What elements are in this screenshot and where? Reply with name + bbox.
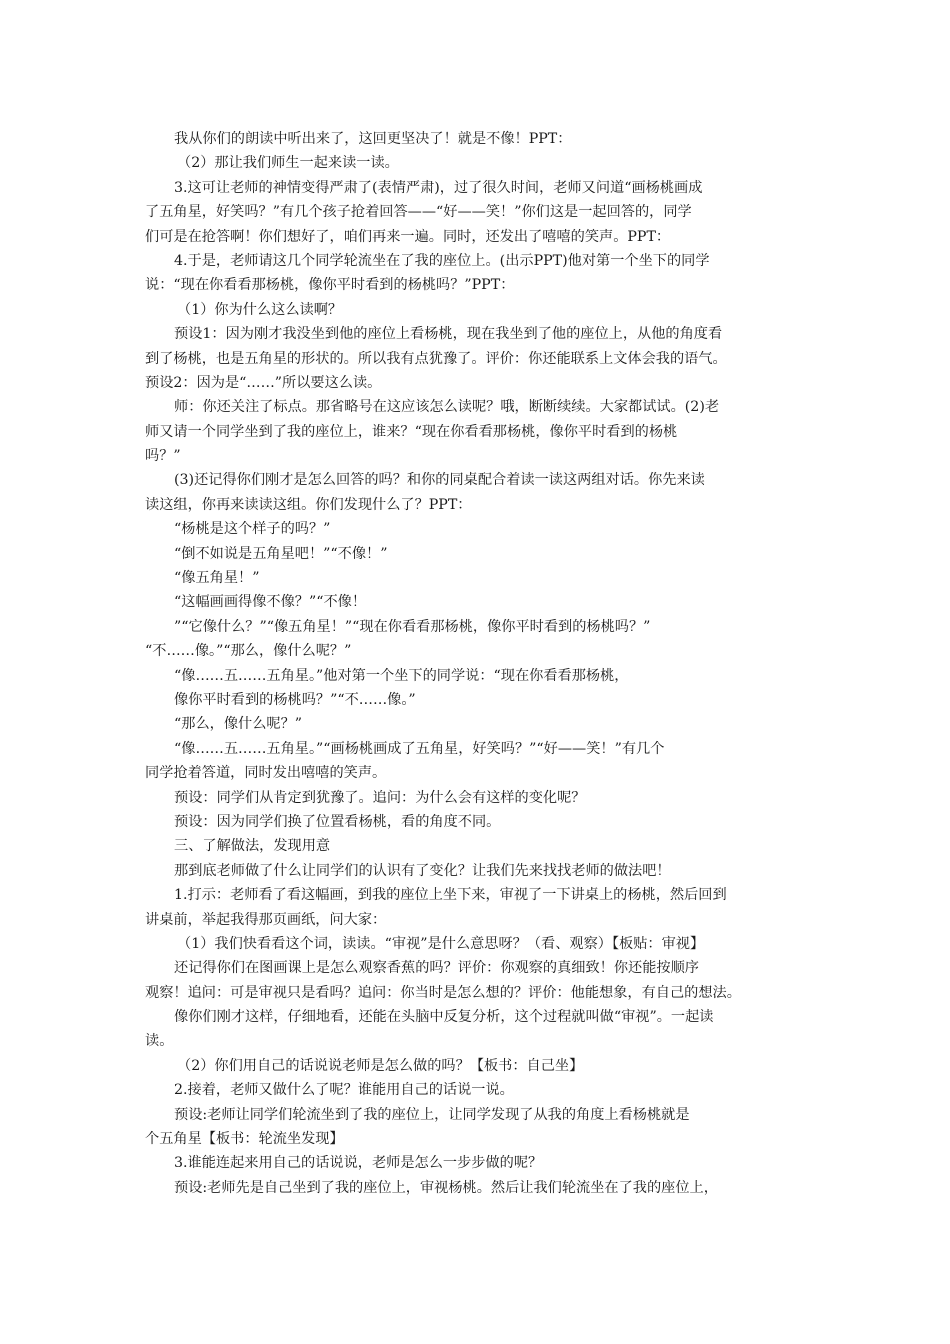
text-line: 3.谁能连起来用自己的话说说，老师是怎么一步步做的呢？ (174, 1155, 543, 1172)
text-line: 还记得你们在图画课上是怎么观察香蕉的吗？评价：你观察的真细致！你还能按顺序 (174, 960, 699, 977)
text-line: “不……像。”“那么，像什么呢？” (145, 643, 352, 660)
text-line: “像五角星！” (174, 570, 260, 587)
text-line: 讲桌前，举起我得那页画纸，问大家： (145, 911, 387, 928)
text-line: “杨桃是这个样子的吗？” (174, 521, 331, 538)
text-line: （2）那让我们师生一起来读一读。 (177, 155, 399, 172)
text-line: 同学抢着答道，同时发出嘻嘻的笑声。 (145, 765, 387, 782)
text-line: 预设：因为同学们换了位置看杨桃，看的角度不同。 (174, 813, 501, 830)
text-line: 读。 (145, 1033, 174, 1050)
text-line: 说：“现在你看看那杨桃，像你平时看到的杨桃吗？”PPT： (145, 277, 515, 294)
text-line: “这幅画画得像不像？”“不像！ (174, 594, 367, 611)
text-line: 1.打示：老师看了看这幅画，到我的座位上坐下来，审视了一下讲桌上的杨桃，然后回到 (174, 887, 727, 904)
text-line: 们可是在抢答啊！你们想好了，咱们再来一遍。同时，还发出了嘻嘻的笑声。PPT： (145, 228, 671, 245)
text-line: （1）你为什么这么读啊？ (177, 301, 343, 318)
text-line: 预设:老师先是自己坐到了我的座位上，审视杨桃。然后让我们轮流坐在了我的座位上， (174, 1179, 718, 1196)
text-line: 我从你们的朗读中听出来了，这回更坚决了！就是不像！PPT： (174, 131, 572, 147)
text-line: 师：你还关注了标点。那省略号在这应该怎么读呢？哦，断断续续。大家都试试。(2)老 (174, 399, 720, 416)
text-line: 师又请一个同学坐到了我的座位上，谁来？“现在你看看那杨桃，像你平时看到的杨桃 (145, 423, 678, 440)
text-line: “像……五……五角星。”他对第一个坐下的同学说：“现在你看看那杨桃， (174, 667, 629, 684)
text-line: 三、了解做法，发现用意 (174, 838, 331, 855)
text-line: “像……五……五角星。”“画杨桃画成了五角星，好笑吗？”“好——笑！”有几个 (174, 740, 665, 757)
text-line: 预设1：因为刚才我没坐到他的座位上看杨桃，现在我坐到了他的座位上，从他的角度看 (174, 326, 723, 343)
text-line: “那么，像什么呢？” (174, 716, 303, 733)
text-line: 4.于是，老师请这几个同学轮流坐在了我的座位上。(出示PPT)他对第一个坐下的同学 (174, 252, 710, 269)
text-line: “倒不如说是五角星吧！”“不像！” (174, 545, 388, 562)
text-line: 那到底老师做了什么让同学们的认识有了变化？让我们先来找找老师的做法吧！ (174, 862, 671, 879)
text-line: 2.接着，老师又做什么了呢？谁能用自己的话说一说。 (174, 1082, 514, 1099)
text-line: 像你平时看到的杨桃吗？”“不……像。” (174, 691, 416, 708)
text-line: 了五角星，好笑吗？”有几个孩子抢着回答——“好——笑！”你们这是一起回答的，同学 (145, 204, 692, 221)
text-line: 读这组，你再来读读这组。你们发现什么了？PPT： (145, 496, 472, 513)
text-line: 预设:老师让同学们轮流坐到了我的座位上，让同学发现了从我的角度上看杨桃就是 (174, 1106, 690, 1123)
text-line: 吗？” (145, 448, 181, 465)
text-line: 个五角星【板书：轮流坐发现】 (145, 1131, 344, 1148)
text-line: 3.这可让老师的神情变得严肃了(表情严肃)，过了很久时间，老师又问道“画杨桃画成 (174, 179, 703, 196)
text-line: 预设2：因为是“……”所以要这么读。 (145, 374, 382, 391)
text-line: ”“它像什么？”“像五角星！”“现在你看看那杨桃，像你平时看到的杨桃吗？” (174, 618, 651, 635)
document-page (145, 127, 810, 1200)
text-line: （2）你们用自己的话说说老师是怎么做的吗？【板书：自己坐】 (177, 1057, 584, 1074)
text-line: (3)还记得你们刚才是怎么回答的吗？和你的同桌配合着读一读这两组对话。你先来读 (174, 472, 705, 489)
text-line: 到了杨桃，也是五角星的形状的。所以我有点犹豫了。评价：你还能联系上文体会我的语气。 (145, 350, 727, 367)
text-line: （1）我们快看看这个词，读读。“审视”是什么意思呀？（看、观察）【板贴：审视】 (177, 935, 705, 952)
text-line: 像你们刚才这样，仔细地看，还能在头脑中反复分析，这个过程就叫做“审视”。一起读 (174, 1009, 714, 1026)
text-line: 预设：同学们从肯定到犹豫了。追问：为什么会有这样的变化呢？ (174, 789, 586, 806)
text-line: 观察！追问：可是审视只是看吗？追问：你当时是怎么想的？评价：他能想象，有自己的想法。 (145, 984, 741, 1001)
